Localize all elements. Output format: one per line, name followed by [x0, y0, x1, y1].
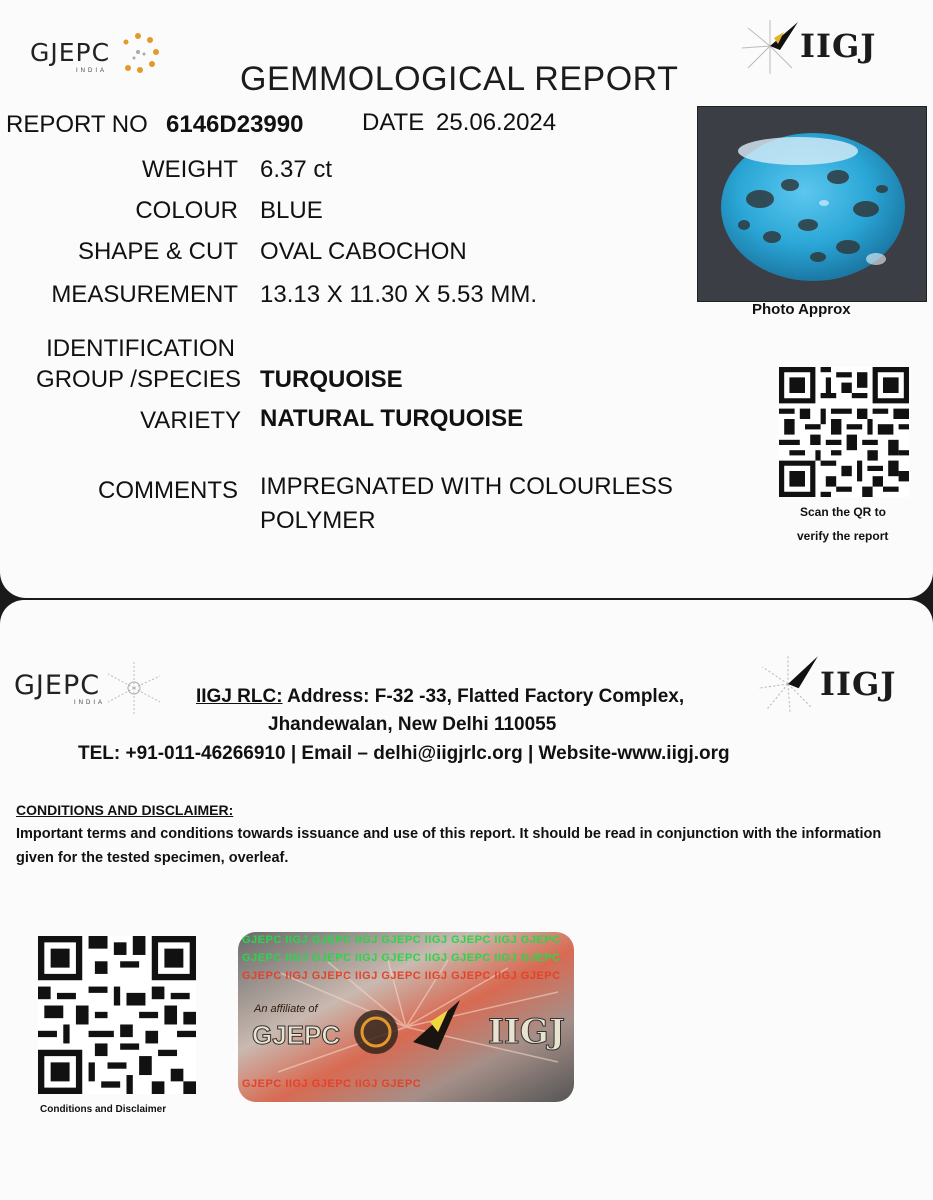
hologram-pattern-row-3: GJEPC IIGJ GJEPC IIGJ GJEPC IIGJ GJEPC IIGJ GJEPC — [242, 970, 561, 982]
comments-line-1: IMPREGNATED WITH COLOURLESS — [260, 473, 673, 500]
address-prefix: IIGJ RLC: — [196, 686, 283, 707]
comments-line-2: POLYMER — [260, 507, 376, 534]
gjepc-logo-back — [14, 670, 164, 718]
shape-cut-value: OVAL CABOCHON — [260, 238, 467, 265]
report-title: GEMMOLOGICAL REPORT — [240, 60, 679, 98]
identification-label: IDENTIFICATION — [46, 335, 235, 362]
sunburst-icon — [104, 658, 164, 718]
shape-cut-label: SHAPE & CUT — [77, 238, 238, 265]
sunburst-icon — [114, 30, 162, 78]
qr-caption-line-2: verify the report — [797, 529, 889, 543]
starburst-icon — [756, 652, 820, 716]
conditions-qr-code[interactable] — [38, 936, 196, 1094]
variety-value: NATURAL TURQUOISE — [260, 405, 524, 432]
gjepc-logo — [30, 38, 162, 78]
gjepc-logo-sub: INDIA — [76, 68, 108, 74]
address-line-1-text: Address: F-32 -33, Flatted Factory Complex, — [282, 686, 685, 707]
contact-line: TEL: +91-011-46266910 | Email – delhi@iigjrlc.org | Website-www.iigj.org — [78, 743, 730, 764]
report-no-label: REPORT NO — [6, 111, 148, 138]
gjepc-logo-text: GJEPC — [30, 38, 111, 67]
address-line-1 — [196, 686, 684, 708]
date-value: 25.06.2024 — [436, 109, 557, 136]
report-back-card — [0, 600, 933, 1200]
iigj-logo-back — [756, 652, 896, 716]
weight-value: 6.37 ct — [260, 156, 333, 183]
colour-label: COLOUR — [135, 197, 238, 224]
group-species-label: GROUP /SPECIES — [36, 366, 241, 393]
gemstone-photo — [697, 106, 927, 302]
hologram-pattern-row-1: GJEPC IIGJ GJEPC IIGJ GJEPC IIGJ GJEPC IIGJ GJEPC — [242, 934, 561, 946]
variety-label: VARIETY — [140, 407, 241, 434]
iigj-logo-text: IIGJ — [800, 27, 877, 65]
iigj-logo — [740, 16, 876, 76]
comments-label: COMMENTS — [98, 477, 238, 504]
conditions-text: Important terms and conditions towards issuance and use of this report. It should be read in conjunction with the information given for the tested specimen, overleaf. — [16, 826, 882, 866]
weight-label: WEIGHT — [142, 156, 238, 183]
hologram-affiliate-text: An affiliate of — [254, 1003, 318, 1015]
hologram-bottom-row: GJEPC IIGJ GJEPC IIGJ GJEPC — [242, 1078, 422, 1090]
iigj-logo-back-text: IIGJ — [820, 665, 897, 703]
photo-caption: Photo Approx — [752, 301, 851, 318]
hologram-gjepc-text: GJEPC — [252, 1020, 341, 1050]
measurement-label: MEASUREMENT — [51, 281, 238, 308]
measurement-value: 13.13 X 11.30 X 5.53 MM. — [260, 281, 538, 308]
hologram-sticker — [238, 932, 574, 1102]
group-species-value: TURQUOISE — [260, 366, 403, 393]
verification-qr-code[interactable] — [779, 367, 909, 497]
date-label: DATE — [362, 109, 425, 136]
conditions-heading: CONDITIONS AND DISCLAIMER: — [16, 802, 234, 818]
report-no-value: 6146D23990 — [166, 111, 304, 138]
hologram-iigj-text: IIGJ — [488, 1012, 565, 1052]
address-line-2: Jhandewalan, New Delhi 110055 — [268, 714, 557, 735]
gjepc-logo-back-text: GJEPC — [14, 670, 101, 701]
starburst-icon — [740, 16, 800, 76]
colour-value: BLUE — [260, 197, 323, 224]
turquoise-stone-image — [698, 107, 926, 301]
gjepc-logo-back-sub: INDIA — [74, 700, 106, 706]
report-front-card — [0, 0, 933, 598]
hologram-pattern-row-2: GJEPC IIGJ GJEPC IIGJ GJEPC IIGJ GJEPC IIGJ GJEPC — [242, 952, 561, 964]
conditions-qr-caption: Conditions and Disclaimer — [40, 1104, 167, 1115]
qr-caption-line-1: Scan the QR to — [800, 505, 887, 519]
